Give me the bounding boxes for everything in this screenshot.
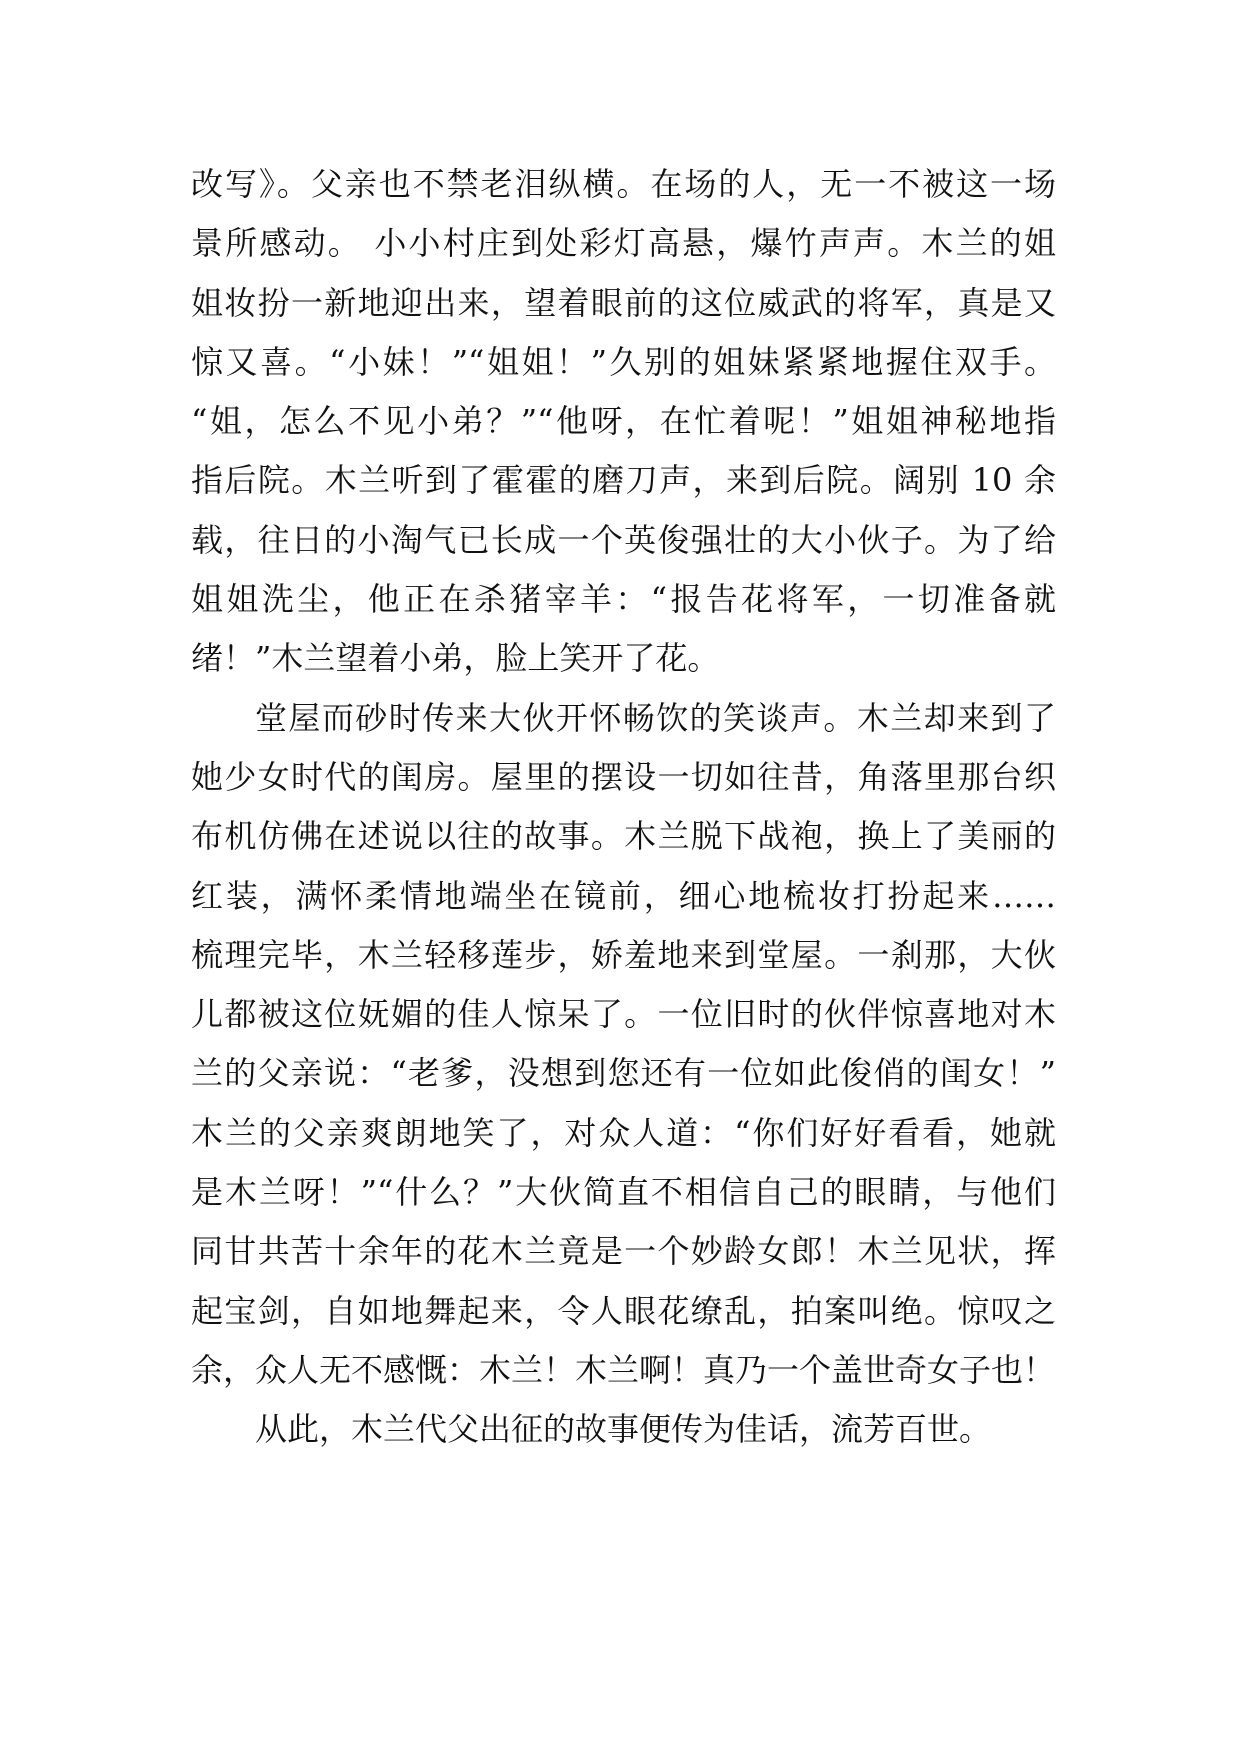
text-line: 兰的父亲说：“老爹，没想到您还有一位如此俊俏的闺女！”	[191, 1054, 1056, 1093]
text-line: 梳理完毕，木兰轻移莲步，娇羞地来到堂屋。一刹那，大伙	[191, 935, 1056, 974]
paragraph-end-line: 余，众人无不感慨：木兰！木兰啊！真乃一个盖世奇女子也！	[191, 1350, 1056, 1389]
text-line: 载，往日的小淘气已长成一个英俊强壮的大小伙子。为了给	[191, 520, 1056, 559]
text-line: 她少女时代的闺房。屋里的摆设一切如往昔，角落里那台织	[191, 757, 1056, 796]
text-line: 儿都被这位妩媚的佳人惊呆了。一位旧时的伙伴惊喜地对木	[191, 995, 1056, 1034]
paragraph-end-line: 绪！”木兰望着小弟，脸上笑开了花。	[191, 639, 720, 678]
text-line: 景所感动。 小小村庄到处彩灯高悬，爆竹声声。木兰的姐	[191, 224, 1056, 263]
text-line: 指后院。木兰听到了霍霍的磨刀声，来到后院。阔别 10 余	[191, 461, 1056, 500]
paragraph-start-line: 堂屋而砂时传来大伙开怀畅饮的笑谈声。木兰却来到了	[255, 698, 1056, 737]
paragraph-start-line: 从此，木兰代父出征的故事便传为佳话，流芳百世。	[255, 1410, 992, 1449]
document-page	[191, 155, 1056, 1460]
text-line: 惊又喜。“小妹！”“姐姐！”久别的姐妹紧紧地握住双手。	[191, 342, 1056, 381]
text-line: 起宝剑，自如地舞起来，令人眼花缭乱，拍案叫绝。惊叹之	[191, 1291, 1056, 1330]
text-line: 同甘共苦十余年的花木兰竟是一个妙龄女郎！木兰见状，挥	[191, 1232, 1056, 1271]
text-line: 是木兰呀！”“什么？”大伙简直不相信自己的眼睛，与他们	[191, 1173, 1056, 1212]
text-line: 改写》。父亲也不禁老泪纵横。在场的人，无一不被这一场	[191, 165, 1056, 203]
text-line: 布机仿佛在述说以往的故事。木兰脱下战袍，换上了美丽的	[191, 817, 1056, 856]
text-line: 红装，满怀柔情地端坐在镜前，细心地梳妆打扮起来……	[191, 876, 1056, 915]
text-line: “姐，怎么不见小弟？”“他呀，在忙着呢！”姐姐神秘地指	[191, 402, 1056, 441]
text-line: 姐妆扮一新地迎出来，望着眼前的这位威武的将军，真是又	[191, 283, 1056, 322]
text-line: 木兰的父亲爽朗地笑了，对众人道：“你们好好看看，她就	[191, 1113, 1056, 1152]
text-line: 姐姐洗尘，他正在杀猪宰羊：“报告花将军，一切准备就	[191, 580, 1056, 619]
